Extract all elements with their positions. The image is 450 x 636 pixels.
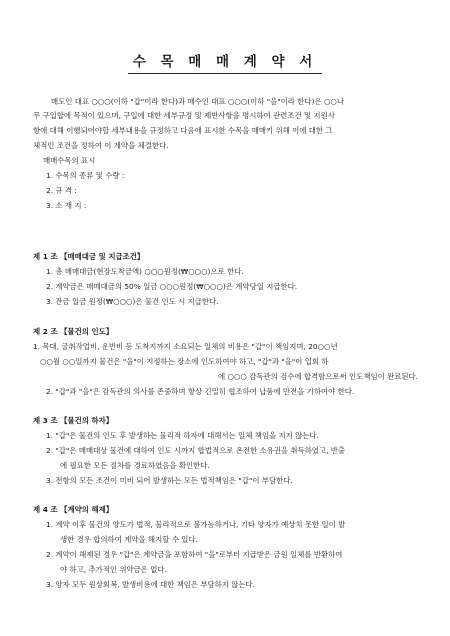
article-1-line: 2. 계약금은 매매대금의 50% 일금 ○○○원정(₩○○○)은 계약당일 지급한다. xyxy=(46,282,298,291)
listing-item: 1. 수목의 종류 및 수량 : xyxy=(46,171,125,180)
article-1-line: 1. 총 매매대금(현장도착금액) ○○○원정(₩○○○)으로 한다. xyxy=(46,267,244,276)
article-4-heading: 제 4 조 【계약의 해제】 xyxy=(33,505,114,514)
listing-item: 3. 소 재 지 : xyxy=(46,201,87,210)
title-underline xyxy=(128,73,322,74)
listing-heading: 매매수목의 표시 xyxy=(43,156,96,165)
intro-line: 항에 대해 이행되어야할 세부내용을 규정하고 다음에 표시한 수목을 매매키 위해 이에 대한 그 xyxy=(33,126,333,135)
article-1-heading: 제 1 조 【매매대금 및 지급조건】 xyxy=(33,252,145,261)
article-3-heading: 제 3 조 【물건의 하자】 xyxy=(33,416,114,425)
article-4-line: 생한 경우 합의하여 계약을 해지할 수 있다. xyxy=(60,535,198,544)
article-4-line: 3. 양자 모두 원상회복, 발생비용에 대한 책임은 부담하지 않는다. xyxy=(46,580,256,589)
listing-item: 2. 규 격 : xyxy=(46,186,77,195)
article-3-line: 1. "갑"은 물건의 인도 후 발생하는 물리적 하자에 대해서는 일체 책임을 지지 않는다. xyxy=(46,431,319,440)
intro-line: 매도인 대표 ○○○(이하 "갑"이라 한다)과 매수인 대표 ○○○(이하 "을"이라 한다)은 ○○나 xyxy=(51,97,344,106)
article-3-line: 에 필요한 모든 절차를 경료하였음을 확인한다. xyxy=(60,461,210,470)
article-4-line: 1. 계약 이후 물건의 양도가 법적, 물리적으로 불가능하거나, 기타 양자가 예상치 못한 일이 발 xyxy=(46,520,346,529)
article-3-line: 3. 전항의 모든 조건이 미비 되어 발생하는 모든 법적책임은 "갑"이 부담한다. xyxy=(46,476,293,485)
article-2-line: 1. 목대, 굴취작업비, 운반비 등 도착지까지 소요되는 일체의 비용은 "갑"이 책임지며, 20○○년 xyxy=(33,342,338,351)
intro-line: 체적인 조건을 정하여 이 계약을 체결한다. xyxy=(33,141,169,150)
article-1-line: 3. 잔금 일금 원정(₩○○○)은 물건 인도 시 지급한다. xyxy=(46,297,219,306)
article-2-line: 2. "갑"과 "을"은 감독관의 의사를 존중하며 항상 긴밀히 협조하여 납품에 만전을 기하여야 한다. xyxy=(46,387,355,396)
article-4-line: 2. 계약이 해제된 경우 "갑"은 계약금을 포함하여 "을"로부터 지급받은 금원 일체를 반환하여 xyxy=(46,550,343,559)
article-2-line: 에 ○○○ 감독관의 검수에 합격함으로써 인도책임이 완료된다. xyxy=(218,372,418,381)
article-2-line: ○○월 ○○일까지 물건은 "을"이 지정하는 장소에 인도하여야 하고, "갑"과 "을"이 입회 하 xyxy=(40,357,329,366)
document-title: 수 목 매 매 계 약 서 xyxy=(132,54,318,70)
article-4-line: 야 하고, 추가적인 위약금은 없다. xyxy=(60,565,167,574)
article-3-line: 2. "갑"은 매매대상 물건에 대하여 인도 시까지 합법적으로 온전한 소유권을 취득하였고, 반출 xyxy=(46,446,346,455)
intro-line: 무 구입합에 목적이 있으며, 구입에 대한 세부규정 및 제반사항을 명시하여 관련조건 및 지원사 xyxy=(33,111,335,120)
article-2-heading: 제 2 조 【물건의 인도】 xyxy=(33,327,114,336)
